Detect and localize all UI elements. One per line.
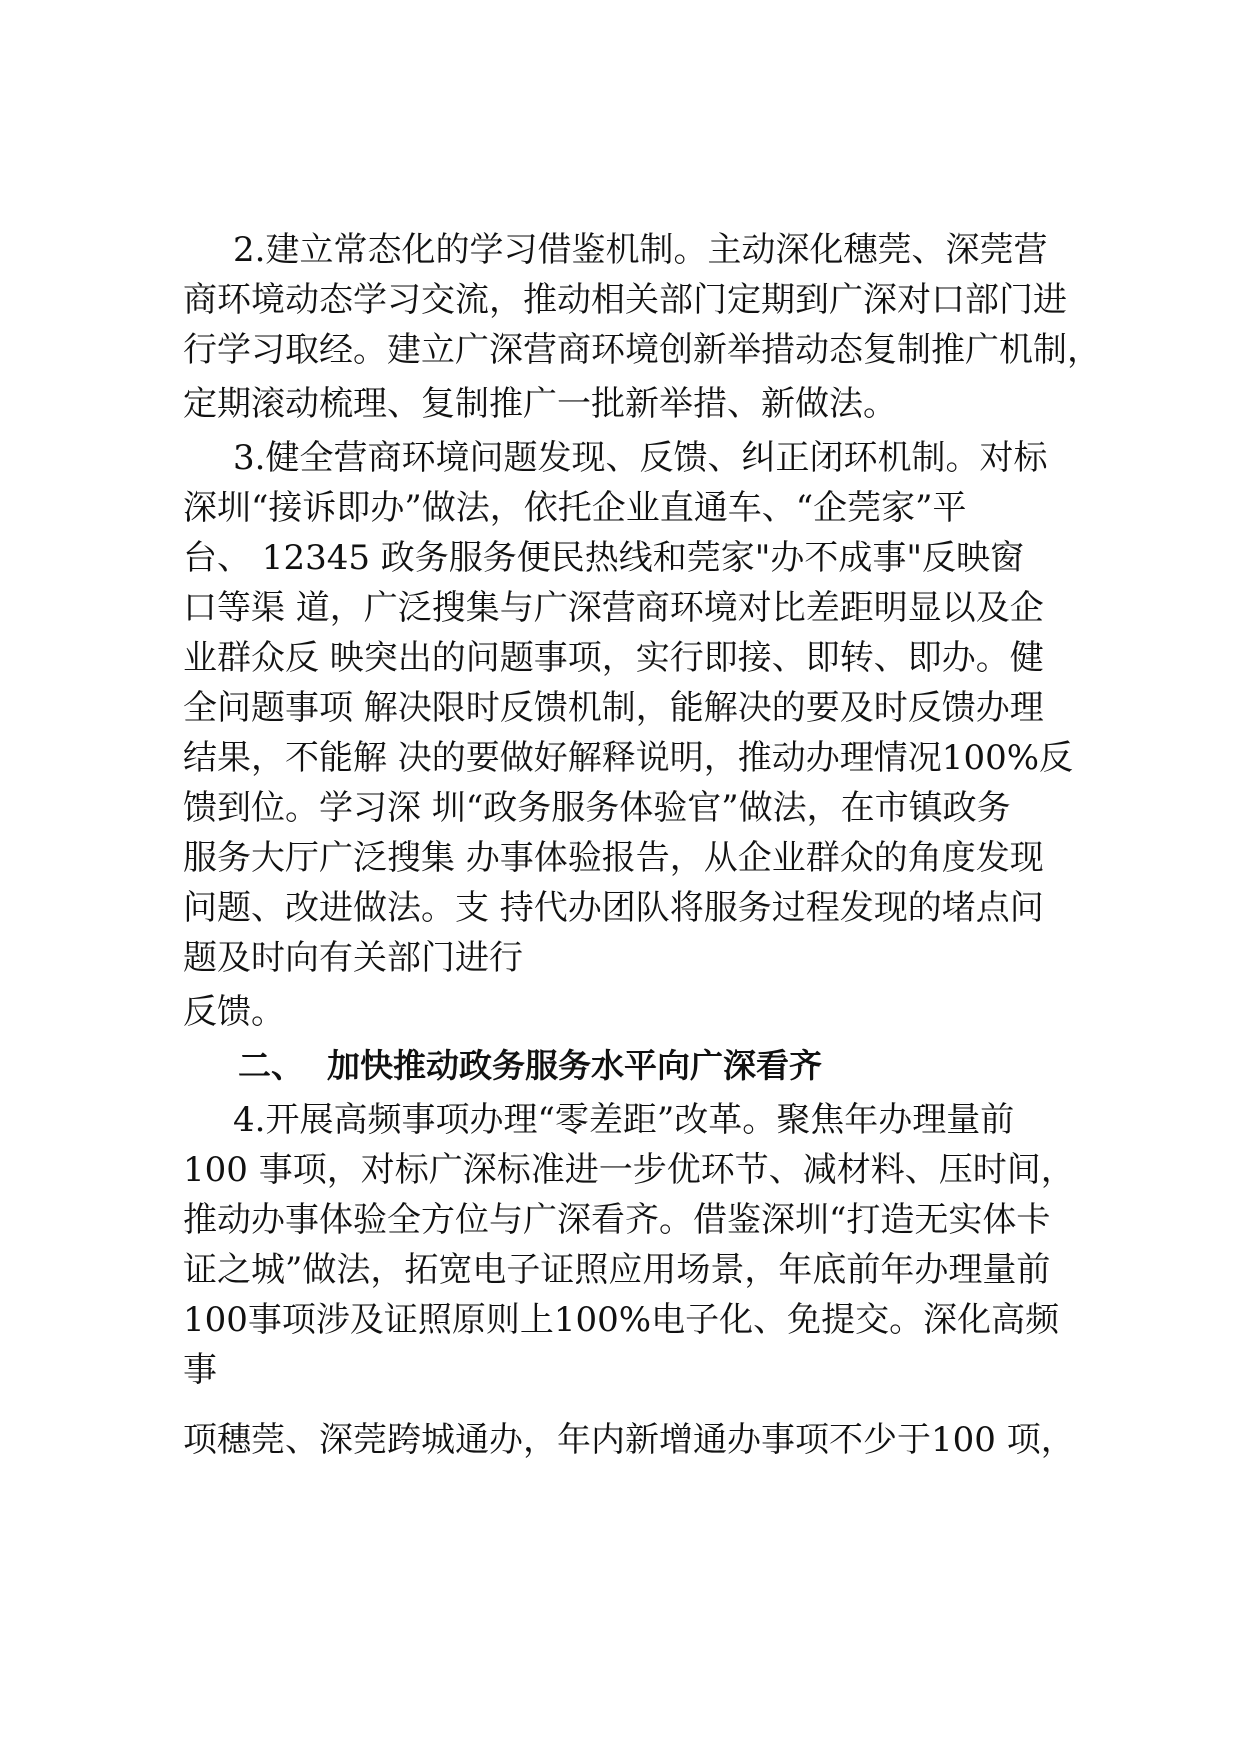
paragraph-line: 定期滚动梳理、复制推广一批新举措、新做法。 (183, 384, 897, 424)
paragraph-line: 100 事项，对标广深标准进一步优环节、减材料、压时间， (183, 1150, 1075, 1190)
paragraph-line: 全问题事项 解决限时反馈机制，能解决的要及时反馈办理 (183, 688, 1044, 728)
paragraph-line: 问题、改进做法。支 持代办团队将服务过程发现的堵点问 (183, 888, 1044, 928)
paragraph-line: 4.开展高频事项办理“零差距”改革。聚焦年办理量前 (233, 1100, 1015, 1140)
section-heading: 二、 加快推动政务服务水平向广深看齐 (238, 1046, 822, 1085)
paragraph-line: 证之城”做法，拓宽电子证照应用场景，年底前年办理量前 (183, 1250, 1051, 1290)
paragraph-line: 口等渠 道，广泛搜集与广深营商环境对比差距明显以及企 (183, 588, 1044, 628)
paragraph-line: 3.健全营商环境问题发现、反馈、纠正闭环机制。对标 (233, 438, 1048, 478)
paragraph-line: 服务大厅广泛搜集 办事体验报告，从企业群众的角度发现 (183, 838, 1044, 878)
paragraph-line: 商环境动态学习交流，推动相关部门定期到广深对口部门进 (183, 280, 1067, 320)
paragraph-line: 事 (183, 1350, 217, 1390)
paragraph-line: 推动办事体验全方位与广深看齐。借鉴深圳“打造无实体卡 (183, 1200, 1051, 1240)
paragraph-line: 项穗莞、深莞跨城通办，年内新增通办事项不少于100 项， (183, 1420, 1075, 1460)
paragraph-line: 2.建立常态化的学习借鉴机制。主动深化穗莞、深莞营 (233, 230, 1048, 270)
paragraph-line: 行学习取经。建立广深营商环境创新举措动态复制推广机制， (183, 330, 1101, 370)
paragraph-line: 深圳“接诉即办”做法，依托企业直通车、“企莞家”平 (183, 488, 967, 528)
paragraph-line: 业群众反 映突出的问题事项，实行即接、即转、即办。健 (183, 638, 1044, 678)
paragraph-line: 题及时向有关部门进行 (183, 938, 523, 978)
paragraph-line: 结果，不能解 决的要做好解释说明，推动办理情况100%反 (183, 738, 1074, 778)
paragraph-line: 台、 12345 政务服务便民热线和莞家"办不成事"反映窗 (183, 538, 1025, 578)
paragraph-line: 100事项涉及证照原则上100%电子化、免提交。深化高频 (183, 1300, 1060, 1340)
paragraph-line: 反馈。 (183, 992, 285, 1032)
paragraph-line: 馈到位。学习深 圳“政务服务体验官”做法，在市镇政务 (183, 788, 1011, 828)
